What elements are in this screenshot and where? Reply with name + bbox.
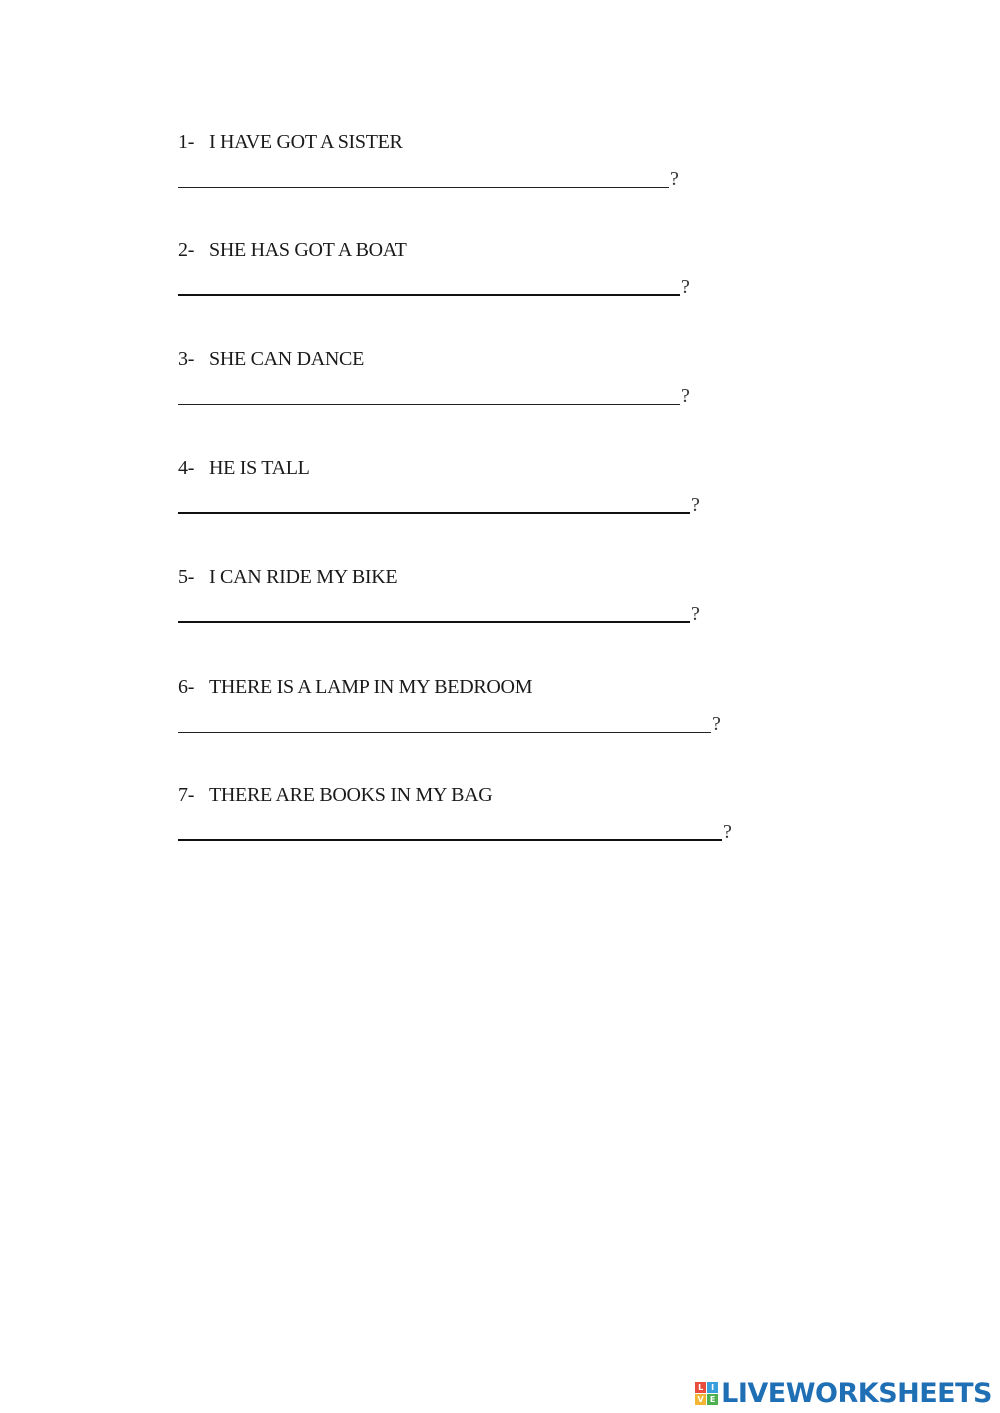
question-mark: ? — [691, 603, 700, 625]
answer-field[interactable] — [178, 276, 690, 298]
question-mark: ? — [681, 385, 690, 407]
logo-tile: V — [695, 1394, 706, 1405]
liveworksheets-logo-icon — [695, 1382, 718, 1405]
item-number: 2- — [178, 239, 195, 261]
answer-line[interactable] — [178, 599, 690, 623]
answer-field[interactable] — [178, 821, 732, 843]
answer-field[interactable] — [178, 494, 700, 516]
exercise-prompt — [178, 566, 397, 588]
item-sentence: I CAN RIDE MY BIKE — [209, 566, 398, 588]
answer-line[interactable] — [178, 165, 669, 188]
answer-field[interactable] — [178, 713, 721, 735]
item-number: 7- — [178, 784, 195, 806]
question-mark: ? — [712, 713, 721, 735]
question-mark: ? — [670, 168, 679, 190]
exercise-prompt — [178, 131, 403, 153]
item-number: 6- — [178, 676, 195, 698]
item-number: 3- — [178, 348, 195, 370]
item-sentence: THERE ARE BOOKS IN MY BAG — [209, 784, 493, 806]
item-number: 4- — [178, 457, 195, 479]
item-sentence: SHE CAN DANCE — [209, 348, 364, 370]
logo-tile: E — [707, 1394, 718, 1405]
answer-line[interactable] — [178, 710, 711, 733]
item-sentence: SHE HAS GOT A BOAT — [209, 239, 407, 261]
question-mark: ? — [681, 276, 690, 298]
answer-line[interactable] — [178, 382, 680, 405]
answer-field[interactable] — [178, 168, 679, 190]
exercise-prompt — [178, 348, 364, 370]
item-sentence: HE IS TALL — [209, 457, 310, 479]
item-number: 1- — [178, 131, 195, 153]
exercise-prompt — [178, 457, 310, 479]
question-mark: ? — [691, 494, 700, 516]
question-mark: ? — [723, 821, 732, 843]
answer-line[interactable] — [178, 490, 690, 514]
exercise-prompt — [178, 676, 532, 698]
exercise-prompt — [178, 239, 407, 261]
answer-line[interactable] — [178, 817, 722, 841]
exercise-prompt — [178, 784, 492, 806]
item-number: 5- — [178, 566, 195, 588]
answer-line[interactable] — [178, 272, 680, 296]
logo-tile: I — [707, 1382, 718, 1393]
answer-field[interactable] — [178, 385, 690, 407]
logo-tile: L — [695, 1382, 706, 1393]
item-sentence: I HAVE GOT A SISTER — [209, 131, 403, 153]
item-sentence: THERE IS A LAMP IN MY BEDROOM — [209, 676, 533, 698]
liveworksheets-logo — [695, 1378, 992, 1408]
answer-field[interactable] — [178, 603, 700, 625]
liveworksheets-wordmark: LIVEWORKSHEETS — [721, 1377, 992, 1409]
